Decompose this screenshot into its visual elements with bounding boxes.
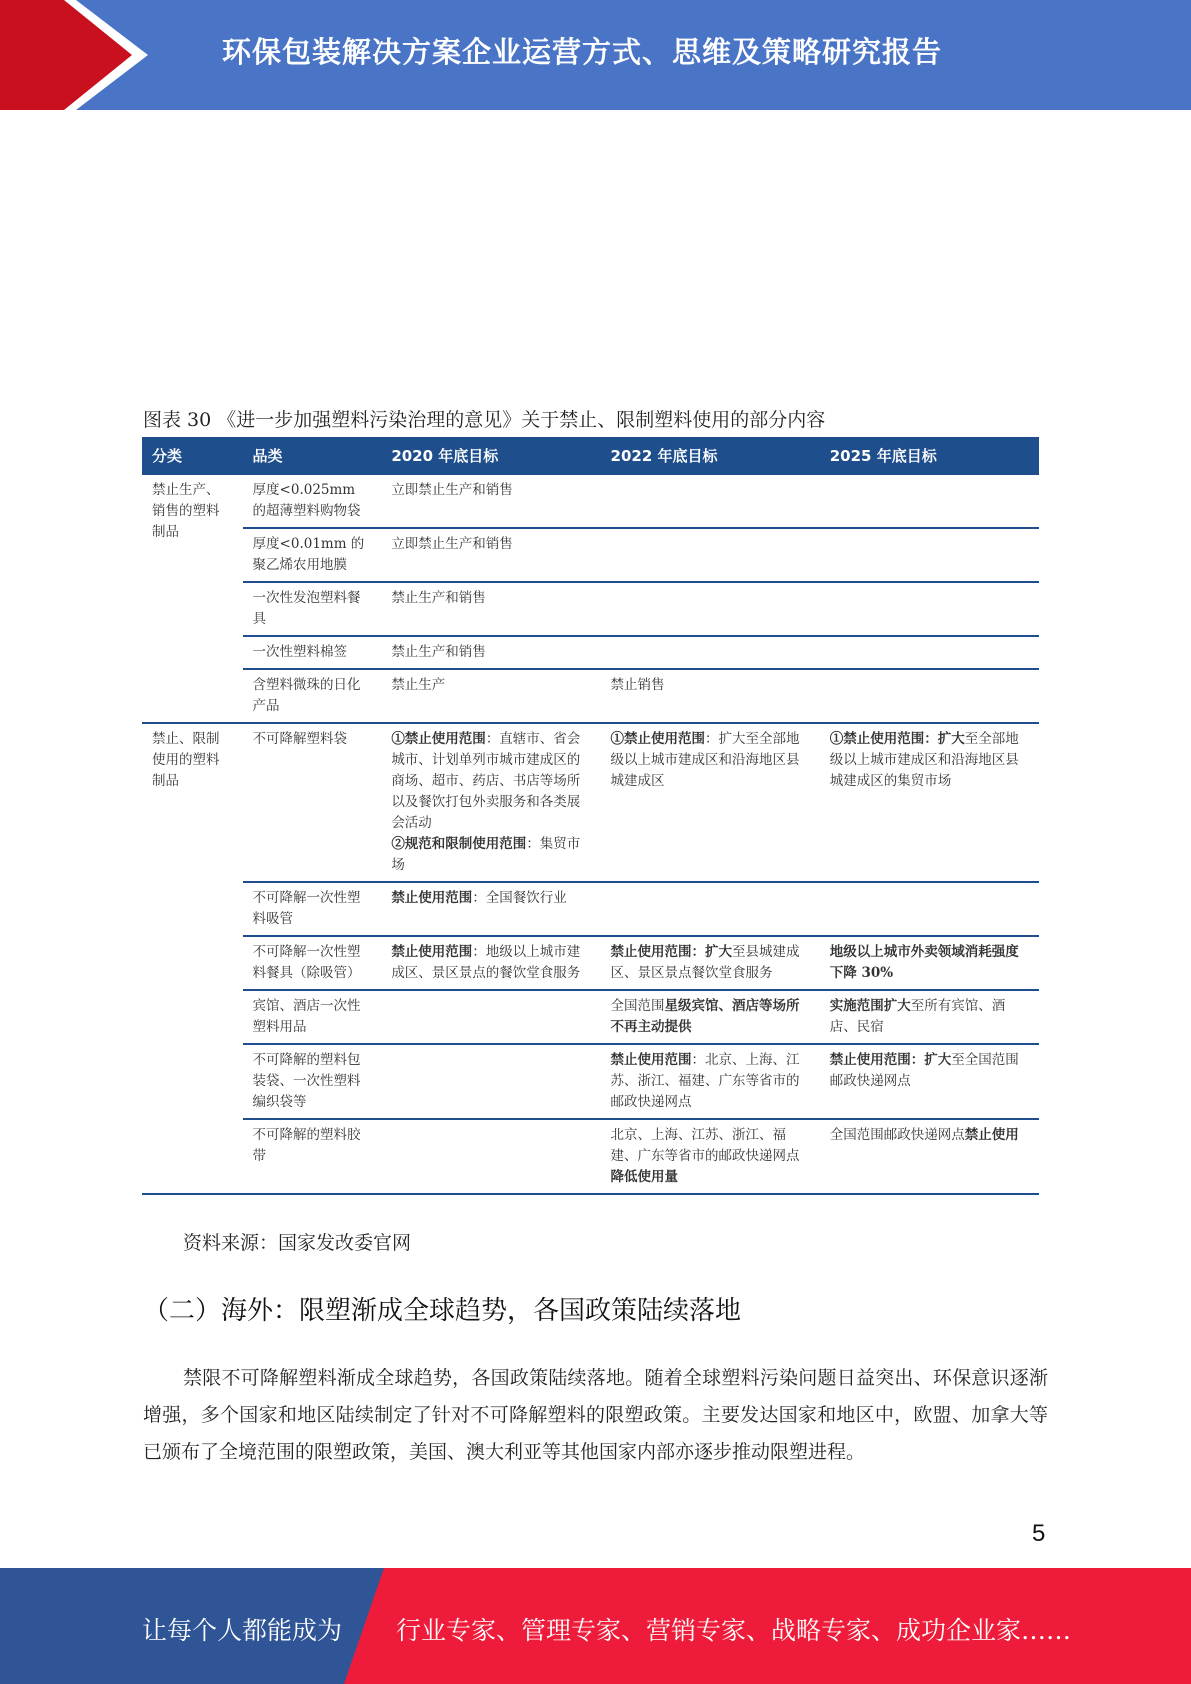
target-2020-cell: 立即禁止生产和销售 — [381, 475, 600, 528]
policy-table — [142, 437, 1039, 1195]
table-row — [142, 723, 1039, 882]
target-2022-cell — [601, 582, 820, 636]
cell-text: ：直辖市、省会城市、计划单列市城市建成区的商场、超市、药店、书店等场所以及餐饮打包外卖服务和各类展会活动 — [391, 731, 581, 831]
bold-text: 实施范围扩大 — [829, 998, 911, 1014]
table-row — [142, 936, 1039, 990]
item-cell: 厚度<0.01mm 的聚乙烯农用地膜 — [243, 528, 382, 582]
bold-text: 禁止使用范围：扩大 — [829, 1052, 952, 1068]
table-row — [142, 669, 1039, 723]
col-header-2022: 2022 年底目标 — [601, 437, 820, 475]
col-header-category: 分类 — [142, 437, 243, 475]
footer-slogan-left: 让每个人都能成为 — [142, 1616, 343, 1645]
header-title: 环保包装解决方案企业运营方式、思维及策略研究报告 — [222, 35, 943, 69]
target-2025-cell — [820, 475, 1039, 528]
item-cell: 宾馆、酒店一次性塑料用品 — [243, 990, 382, 1044]
section-title: （二）海外：限塑渐成全球趋势，各国政策陆续落地 — [143, 1296, 742, 1326]
bold-text: 禁止使用范围 — [391, 890, 473, 906]
target-2022-cell — [601, 723, 820, 882]
target-2020-cell — [381, 1044, 600, 1119]
target-2025-cell — [820, 528, 1039, 582]
bold-text: 禁止使用范围：扩大 — [610, 944, 733, 960]
col-header-2025: 2025 年底目标 — [820, 437, 1039, 475]
bold-text: 禁止使用范围 — [391, 944, 473, 960]
cell-text: 全国范围 — [610, 998, 665, 1014]
cell-text: 至全部地级以上城市建成区和沿海地区县城建成区的集贸市场 — [829, 731, 1019, 789]
target-2025-cell — [820, 882, 1039, 936]
item-cell: 不可降解的塑料胶带 — [243, 1119, 382, 1194]
target-2022-cell — [601, 528, 820, 582]
target-2022-cell: 禁止销售 — [601, 669, 820, 723]
cell-text: ：集贸市场 — [391, 836, 581, 873]
group-label-ban-production: 禁止生产、销售的塑料制品 — [142, 475, 243, 723]
item-cell: 一次性发泡塑料餐具 — [243, 582, 382, 636]
item-cell: 不可降解一次性塑料餐具（除吸管） — [243, 936, 382, 990]
table-row — [142, 528, 1039, 582]
table-row — [142, 990, 1039, 1044]
target-2025-cell — [820, 936, 1039, 990]
body-paragraph: 禁限不可降解塑料渐成全球趋势，各国政策陆续落地。随着全球塑料污染问题日益突出、环保意识逐渐增强，多个国家和地区陆续制定了针对不可降解塑料的限塑政策。主要发达国家和地区中，欧盟、加拿大等已颁布了全境范围的限塑政策，美国、澳大利亚等其他国家内部亦逐步推动限塑进程。 — [143, 1367, 1048, 1463]
table-row — [142, 1119, 1039, 1194]
target-2020-cell — [381, 990, 600, 1044]
target-2025-cell — [820, 723, 1039, 882]
bold-text: ①禁止使用范围：扩大 — [829, 731, 965, 747]
page-header — [0, 0, 1191, 110]
table-header-row — [142, 437, 1039, 475]
bold-text: 禁止使用 — [964, 1127, 1019, 1143]
target-2020-cell — [381, 1119, 600, 1194]
target-2020-cell — [381, 723, 600, 882]
table-row — [142, 1044, 1039, 1119]
col-header-item: 品类 — [243, 437, 382, 475]
cell-text: 全国范围邮政快递网点 — [829, 1127, 965, 1143]
source-note: 资料来源：国家发改委官网 — [183, 1232, 412, 1254]
target-2020-cell: 立即禁止生产和销售 — [381, 528, 600, 582]
table-row — [142, 475, 1039, 528]
target-2025-cell — [820, 669, 1039, 723]
bold-text: 禁止使用范围 — [610, 1052, 692, 1068]
cell-text: ：全国餐饮行业 — [472, 890, 567, 906]
target-2022-cell — [601, 636, 820, 669]
target-2020-cell: 禁止生产 — [381, 669, 600, 723]
item-cell: 不可降解塑料袋 — [243, 723, 382, 882]
target-2022-cell — [601, 1044, 820, 1119]
cell-text: 至县城建成区、景区景点餐饮堂食服务 — [610, 944, 800, 981]
item-cell: 含塑料微珠的日化产品 — [243, 669, 382, 723]
target-2020-cell — [381, 882, 600, 936]
target-2022-cell — [601, 990, 820, 1044]
bold-text: 降低使用量 — [610, 1169, 679, 1185]
target-2020-cell: 禁止生产和销售 — [381, 636, 600, 669]
target-2020-cell: 禁止生产和销售 — [381, 582, 600, 636]
target-2022-cell — [601, 882, 820, 936]
target-2022-cell — [601, 936, 820, 990]
target-2025-cell — [820, 582, 1039, 636]
bold-text: ①禁止使用范围 — [610, 731, 706, 747]
col-header-2020: 2020 年底目标 — [381, 437, 600, 475]
cell-text: ：北京、上海、江苏、浙江、福建、广东等省市的邮政快递网点 — [610, 1052, 800, 1110]
target-2022-cell — [601, 475, 820, 528]
table-row — [142, 582, 1039, 636]
cell-text: 至所有宾馆、酒店、民宿 — [829, 998, 1006, 1035]
cell-text: ：地级以上城市建成区、景区景点的餐饮堂食服务 — [391, 944, 581, 981]
item-cell: 不可降解一次性塑料吸管 — [243, 882, 382, 936]
item-cell: 不可降解的塑料包装袋、一次性塑料编织袋等 — [243, 1044, 382, 1119]
target-2025-cell — [820, 1119, 1039, 1194]
table-row — [142, 636, 1039, 669]
cell-text: ：扩大至全部地级以上城市建成区和沿海地区县城建成区 — [610, 731, 800, 789]
cell-text: 至全国范围邮政快递网点 — [829, 1052, 1019, 1089]
target-2022-cell — [601, 1119, 820, 1194]
bold-text: ②规范和限制使用范围 — [391, 836, 527, 852]
page-number: 5 — [1032, 1520, 1046, 1547]
target-2025-cell — [820, 636, 1039, 669]
header-red-arrow-shape — [0, 0, 150, 110]
bold-text: 地级以上城市外卖领域消耗强度下降 30% — [829, 944, 1019, 981]
target-2025-cell — [820, 1044, 1039, 1119]
table-row — [142, 882, 1039, 936]
cell-text: 北京、上海、江苏、浙江、福建、广东等省市的邮政快递网点 — [610, 1127, 800, 1164]
group-label-ban-use: 禁止、限制使用的塑料制品 — [142, 723, 243, 1194]
target-2025-cell — [820, 990, 1039, 1044]
item-cell: 厚度<0.025mm 的超薄塑料购物袋 — [243, 475, 382, 528]
bold-text: 星级宾馆、酒店等场所不再主动提供 — [610, 998, 800, 1035]
figure-caption: 图表 30 《进一步加强塑料污染治理的意见》关于禁止、限制塑料使用的部分内容 — [143, 409, 826, 431]
bold-text: ①禁止使用范围 — [391, 731, 486, 747]
target-2020-cell — [381, 936, 600, 990]
item-cell: 一次性塑料棉签 — [243, 636, 382, 669]
footer-slogan-right: 行业专家、管理专家、营销专家、战略专家、成功企业家…… — [396, 1616, 1072, 1645]
